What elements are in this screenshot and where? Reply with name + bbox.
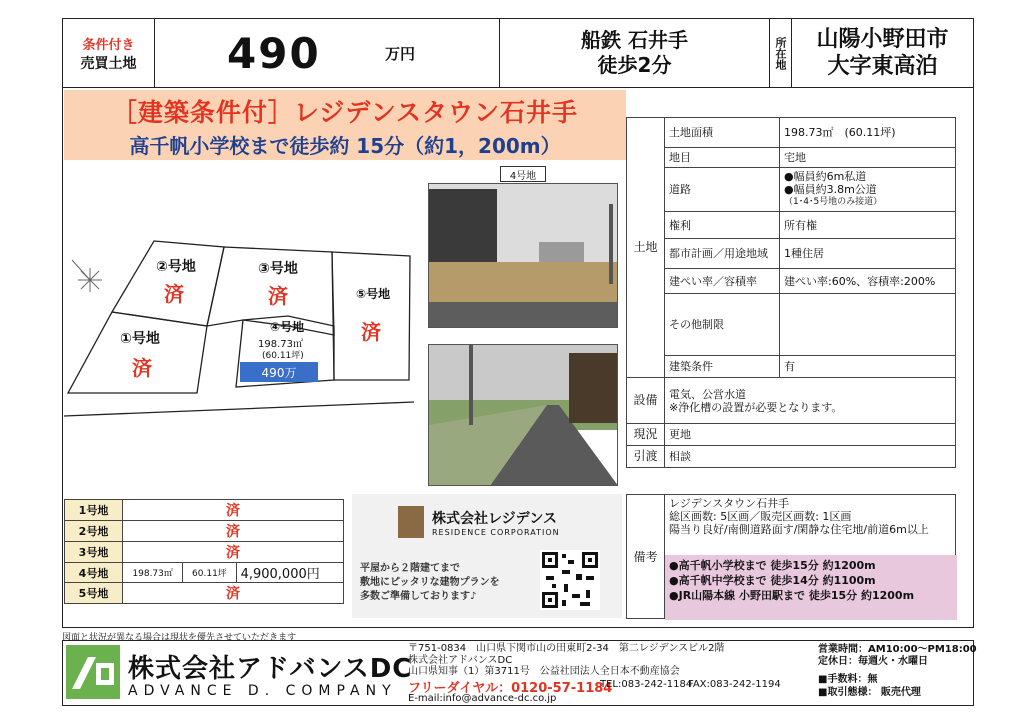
access-line2: ●高千帆中学校まで 徒歩14分 約1100m <box>669 574 876 587</box>
condition-tag: 条件付き <box>82 37 135 53</box>
advance-dc-logo-mark <box>66 645 120 699</box>
status-label: 現況 <box>627 424 665 446</box>
lot4-area: 198.73㎡ <box>258 339 303 350</box>
lot5-sold: 済 <box>361 320 381 344</box>
site-photo-1-image <box>429 184 618 328</box>
price: 490 <box>227 28 321 78</box>
lot-name: 3号地 <box>65 542 123 563</box>
footer-holiday: 定休日：毎週火・水曜日 <box>818 656 928 667</box>
lot-status: 済 <box>123 583 344 604</box>
ad-line3: 多数ご準備しております♪ <box>360 591 477 602</box>
access-line1: ●高千帆小学校まで 徒歩15分 約1200m <box>669 559 876 572</box>
title-band <box>64 90 626 160</box>
lot-price: 4,900,000円 <box>236 563 343 583</box>
address-cell <box>792 19 973 87</box>
spec-value-area: 198.73㎡ (60.11坪) <box>780 118 956 148</box>
spec-label-road: 道路 <box>665 168 780 212</box>
lot3-sold: 済 <box>268 284 288 308</box>
lot3-label: ③号地 <box>258 261 298 277</box>
ad-company: 株式会社レジデンス <box>432 511 557 527</box>
lots-table <box>64 499 344 604</box>
ad-text <box>360 562 500 604</box>
remarks-box <box>626 494 956 619</box>
footer-company: 株式会社アドバンスDC <box>128 654 413 684</box>
ad-company-en: RESIDENCE CORPORATION <box>432 528 560 537</box>
spec-value-coverage: 建ぺい率:60%、容積率:200% <box>780 269 956 294</box>
spec-value-road <box>780 168 956 212</box>
lot2-sold: 済 <box>164 282 184 306</box>
road-line1: ●幅員約6m私道 <box>784 170 867 183</box>
table-row <box>65 500 344 521</box>
lot-status: 済 <box>123 500 344 521</box>
residence-logo <box>398 506 424 538</box>
footer-name: 株式会社アドバンスDC <box>408 655 513 666</box>
station-line1: 船鉄 石井手 <box>581 28 688 52</box>
lot4-tsubo: (60.11坪) <box>262 351 304 361</box>
land-section-label: 土地 <box>627 118 665 378</box>
ad-line2: 敷地にピッタリな建物プランを <box>360 577 500 588</box>
lot4-price-badge: 490万 <box>240 362 318 382</box>
qr-code-icon <box>540 550 600 610</box>
footer-freedial[interactable]: フリーダイヤル：0120-57-1184 <box>408 681 613 696</box>
facility-line2: ※浄化槽の設置が必要となります。 <box>669 400 843 414</box>
condition-cell <box>63 19 155 87</box>
remarks-line2: 総区画数: 5区画／販売区画数: 1区画 <box>669 510 852 523</box>
table-row <box>65 521 344 542</box>
footer-tel: TEL:083-242-1184 <box>600 679 693 690</box>
lot1-label: ①号地 <box>120 331 160 347</box>
lot-name: 1号地 <box>65 500 123 521</box>
site-photo-1 <box>428 183 618 328</box>
advance-dc-logo <box>66 645 120 699</box>
table-row <box>65 542 344 563</box>
lot-status: 済 <box>123 521 344 542</box>
footer-email[interactable]: E-mail:info@advance-dc.co.jp <box>408 693 557 704</box>
photo-label: 4号地 <box>500 166 546 182</box>
remarks-access <box>665 555 957 620</box>
remarks-line3: 陽当り良好/南側道路面す/閑静な住宅地/前道6m以上 <box>669 523 929 536</box>
lot2-label: ②号地 <box>156 259 196 275</box>
station-cell <box>500 19 770 87</box>
spec-value-other <box>780 294 956 356</box>
footer-fax: FAX:083-242-1194 <box>688 679 781 690</box>
footer-mode: ■取引態様： 販売代理 <box>818 687 921 698</box>
spec-label-chimoku: 地目 <box>665 148 780 168</box>
facility-label: 設備 <box>627 378 665 424</box>
access-line3: ●JR山陽本線 小野田駅まで 徒歩15分 約1200m <box>669 589 915 602</box>
property-type: 売買土地 <box>80 55 137 72</box>
price-cell <box>155 19 500 87</box>
spec-value-rights: 所有権 <box>780 212 956 239</box>
spec-label-zoning: 都市計画／用途地域 <box>665 239 780 269</box>
header-row <box>62 18 974 88</box>
spec-label-condition: 建築条件 <box>665 356 780 378</box>
road-line3: （1･4･5号地のみ接道） <box>784 197 883 207</box>
spec-label-coverage: 建ぺい率／容積率 <box>665 269 780 294</box>
address-line2: 大字東高泊 <box>827 54 938 79</box>
footer-hours: 営業時間：AM10:00～PM18:00 <box>818 644 977 655</box>
spec-table <box>626 117 956 468</box>
remarks-text <box>665 495 957 538</box>
location-label-cell <box>770 19 792 87</box>
lot-area: 198.73㎡ <box>123 563 183 583</box>
spec-label-rights: 権利 <box>665 212 780 239</box>
footer-address: 〒751-0834 山口県下関市山の田東町2-34 第二レジデンスビル2階 <box>408 643 725 654</box>
remarks-line1: レジデンスタウン石井手 <box>669 497 790 510</box>
lot-name: 5号地 <box>65 583 123 604</box>
footer-license: 山口県知事（1）第3711号 公益社団法人全日本不動産協会 <box>408 666 680 677</box>
compass-icon <box>72 260 102 292</box>
location-label: 所在地 <box>774 36 787 70</box>
price-unit: 万円 <box>385 44 416 63</box>
footer-fee: ■手数料：無 <box>818 674 878 685</box>
site-photo-2 <box>428 344 618 486</box>
facility-line1: 電気、公営水道 <box>669 387 746 401</box>
title-line1: ［建築条件付］レジデンスタウン石井手 <box>111 98 579 127</box>
disclaimer-note: 図面と状況が異なる場合は現状を優先させていただきます <box>62 633 297 643</box>
status-value: 更地 <box>665 424 956 446</box>
address-line1: 山陽小野田市 <box>816 27 949 52</box>
station-line2: 徒歩2分 <box>597 53 672 77</box>
spec-label-area: 土地面積 <box>665 118 780 148</box>
spec-value-chimoku: 宅地 <box>780 148 956 168</box>
lot5-label: ⑤号地 <box>356 287 391 301</box>
spec-value-condition: 有 <box>780 356 956 378</box>
remarks-label: 備考 <box>627 495 665 618</box>
facility-value <box>665 378 956 424</box>
road-line2: ●幅員約3.8m公道 <box>784 183 877 196</box>
lot-name: 4号地 <box>65 563 123 583</box>
spec-value-zoning: 1種住居 <box>780 239 956 269</box>
lot-name: 2号地 <box>65 521 123 542</box>
ad-line1: 平屋から２階建てまで <box>360 563 460 574</box>
lot4-label: ④号地 <box>270 320 305 334</box>
footer-company-en: ADVANCE D. COMPANY <box>128 683 397 699</box>
table-row <box>65 583 344 604</box>
lot1-sold: 済 <box>132 356 152 380</box>
delivery-value: 相談 <box>665 446 956 468</box>
site-photo-2-image <box>429 345 618 486</box>
spec-label-other: その他制限 <box>665 294 780 356</box>
ad-box <box>352 494 622 618</box>
road-line <box>64 402 414 416</box>
title-line2: 高千帆小学校まで徒歩約 15分（約1，200m） <box>129 134 561 158</box>
lot-tsubo: 60.11坪 <box>183 563 236 583</box>
table-row <box>65 563 344 583</box>
lot-status: 済 <box>123 542 344 563</box>
delivery-label: 引渡 <box>627 446 665 468</box>
